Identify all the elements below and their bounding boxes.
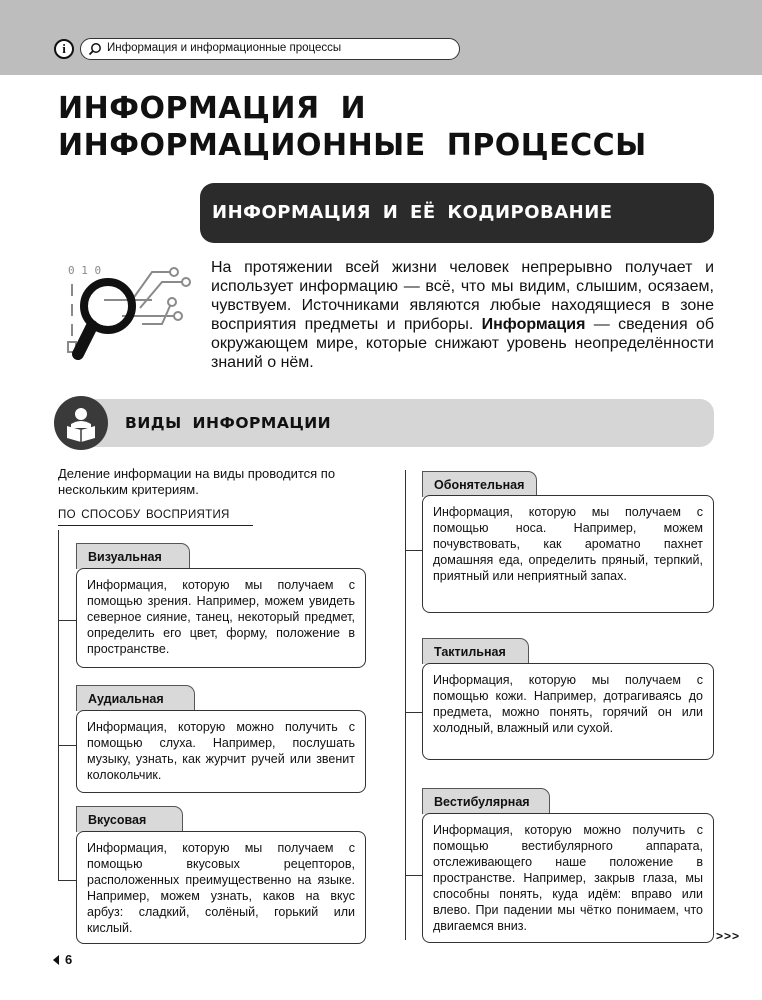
type-tag-tactile: Тактильная [422,638,529,664]
continue-mark: >>> [716,929,741,943]
right-branch-3 [405,875,422,876]
section-heading-encoding: ИНФОРМАЦИЯ И ЕЁ КОДИРОВАНИЕ [212,202,613,223]
reader-icon [54,396,108,450]
svg-text:0 1 0: 0 1 0 [68,264,102,277]
type-card-tactile: Информация, которую мы получаем с помощью кожи. Например, дотрагиваясь до предмета, можно понять, горячий он или холодный, влажный или сухой. [422,663,714,760]
type-tag-vestibular: Вестибулярная [422,788,550,814]
left-branch-1 [58,620,76,621]
intro-bold-term: Информация [481,316,586,333]
criterion-label: ПО СПОСОБУ ВОСПРИЯТИЯ [58,509,230,521]
top-bar [0,0,762,75]
type-card-olfactory: Информация, которую мы получаем с помощью носа. Например, можем почувствовать, как ароматно пахнет домашняя еда, определить пряный, терпкий, приятный или неприятный запах. [422,495,714,613]
info-icon[interactable]: i [54,39,74,59]
type-card-visual: Информация, которую мы получаем с помощью зрения. Например, можем увидеть северное сияние, танец, некоторый предмет, определить его цвет, форму, положение в пространстве. [76,568,366,668]
type-card-taste: Информация, которую мы получаем с помощью вкусовых рецепторов, расположенных преимущественно на языке. Например, можем узнать, каков на вкус арбуз: сладкий, солёный, горький или кислый. [76,831,366,944]
type-tag-visual: Визуальная [76,543,190,569]
breadcrumb-search-bar[interactable] [80,38,460,60]
section-heading-types: ВИДЫ ИНФОРМАЦИИ [125,414,332,432]
breadcrumb-text: Информация и информационные процессы [107,42,342,54]
page-back-arrow-icon[interactable] [53,955,59,965]
type-tag-taste: Вкусовая [76,806,183,832]
type-tag-audial: Аудиальная [76,685,195,711]
type-card-audial: Информация, которую можно получить с помощью слуха. Например, послушать музыку, узнать, как журчит ручей или звенит колокольчик. [76,710,366,793]
types-lead-text: Деление информации на виды проводится по нескольким критериям. [58,466,336,497]
right-branch-1 [405,550,422,551]
type-tag-olfactory: Обонятельная [422,471,537,497]
section-banner-types [82,399,714,447]
right-tree-line [405,470,406,940]
left-tree-line [58,530,59,880]
page-title: ИНФОРМАЦИЯ И ИНФОРМАЦИОННЫЕ ПРОЦЕССЫ [58,91,647,163]
left-branch-3 [58,880,76,881]
right-branch-2 [405,712,422,713]
criterion-underline [58,525,253,526]
type-card-vestibular: Информация, которую можно получить с помощью вестибулярного аппарата, отслеживающего наше положение в пространстве. Например, закрыв глаза, мы способны понять, куда идём: вправо или влево. При падении мы чётко понимаем, что двигаемся вниз. [422,813,714,943]
page-number: 6 [65,952,73,967]
intro-paragraph: На протяжении всей жизни человек непрерывно получает и использует информацию — всё, что мы видим, слышим, осязаем, чувствуем. Источниками являются любые находящиеся в зоне восприятия предметы и приборы. Информация — сведения об окружающем мире, которые снижают уровень неопределённости знаний о нём. [211,259,715,371]
search-icon [88,42,102,56]
left-branch-2 [58,745,76,746]
data-magnifier-icon [62,262,192,382]
section-banner-encoding [200,183,714,243]
